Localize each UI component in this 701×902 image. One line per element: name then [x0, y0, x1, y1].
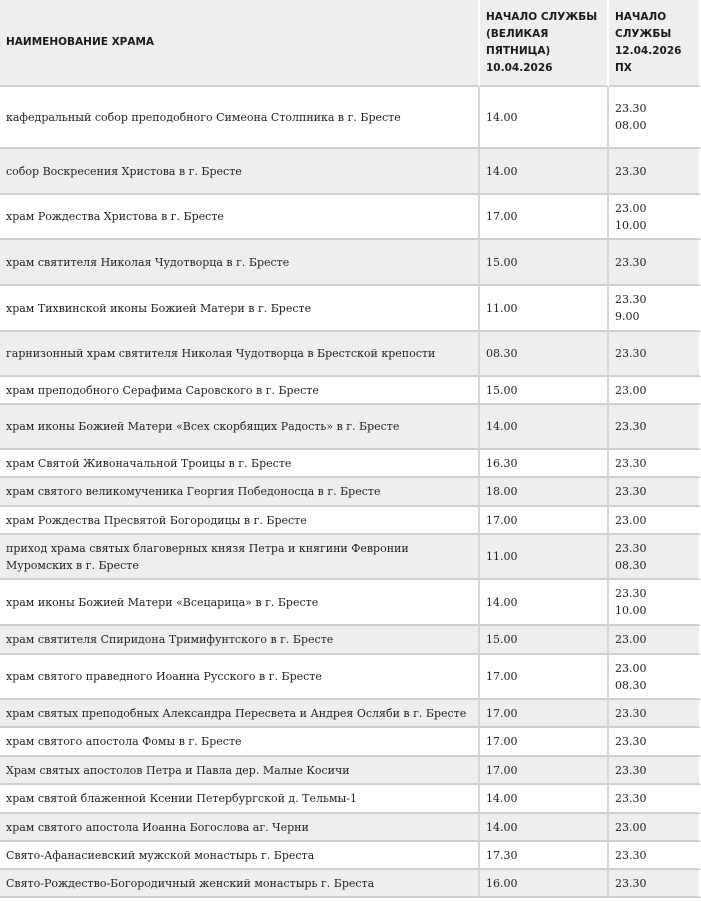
church-name-cell: храм Тихвинской иконы Божией Матери в г. Бресте — [0, 286, 480, 332]
easter-time-cell — [609, 377, 701, 405]
easter-time-cell — [609, 785, 701, 814]
table-row — [0, 700, 701, 728]
church-name-cell: храм святых преподобных Александра Пересвета и Андрея Осляби в г. Бресте — [0, 700, 480, 728]
easter-time-cell — [609, 580, 701, 626]
church-name-cell: Свято-Афанасиевский мужской монастырь г. Бреста — [0, 842, 480, 870]
table-row — [0, 507, 701, 535]
friday-time-cell: 14.00 — [480, 405, 609, 450]
easter-time-value: 23.30 — [615, 255, 647, 269]
easter-time-cell — [609, 87, 701, 149]
header-church-name: НАИМЕНОВАНИЕ ХРАМА — [0, 0, 480, 87]
table-row — [0, 478, 701, 507]
church-name-cell: приход храма святых благоверных князя Петра и княгини Февронии Муромских в г. Бресте — [0, 535, 480, 580]
friday-time-cell: 14.00 — [480, 814, 609, 842]
friday-time-cell: 14.00 — [480, 87, 609, 149]
table-row — [0, 870, 701, 898]
church-name-cell: храм иконы Божией Матери «Всецарица» в г. Бресте — [0, 580, 480, 626]
easter-time-cell — [609, 195, 701, 240]
church-name-cell: храм святителя Николая Чудотворца в г. Бресте — [0, 240, 480, 286]
easter-time-value: 23.30 — [615, 706, 647, 720]
table-row — [0, 377, 701, 405]
easter-time-cell — [609, 535, 701, 580]
easter-time-cell — [609, 149, 701, 195]
church-name-cell: храм Святой Живоначальной Троицы в г. Бресте — [0, 450, 480, 478]
easter-time-cell — [609, 842, 701, 870]
table-row — [0, 757, 701, 785]
easter-time-value: 23.30 — [615, 763, 647, 777]
table-row — [0, 535, 701, 580]
table-row — [0, 626, 701, 655]
church-name-cell: кафедральный собор преподобного Симеона Столпника в г. Бресте — [0, 87, 480, 149]
friday-time-cell: 17.00 — [480, 507, 609, 535]
friday-time-cell: 08.30 — [480, 332, 609, 377]
easter-time-value: 23.30 — [615, 792, 647, 805]
easter-time-cell — [609, 478, 701, 507]
church-name-cell: Храм святых апостолов Петра и Павла дер. Малые Косичи — [0, 757, 480, 785]
easter-time-value: 23.00 — [615, 633, 647, 646]
church-name-cell: храм святителя Спиридона Тримифунтского в г. Бресте — [0, 626, 480, 655]
church-name-cell: храм святого апостола Иоанна Богослова аг. Черни — [0, 814, 480, 842]
church-name-cell: храм святого праведного Иоанна Русского в г. Бресте — [0, 655, 480, 700]
table-row — [0, 580, 701, 626]
easter-time-value: 23.30 — [615, 587, 647, 600]
easter-time-cell — [609, 700, 701, 728]
easter-time-value: 08.00 — [615, 119, 647, 132]
church-name-cell: храм Рождества Христова в г. Бресте — [0, 195, 480, 240]
easter-time-value: 10.00 — [615, 604, 647, 617]
friday-time-cell: 15.00 — [480, 240, 609, 286]
easter-time-cell — [609, 655, 701, 700]
table-row — [0, 842, 701, 870]
friday-time-cell: 11.00 — [480, 535, 609, 580]
table-row — [0, 450, 701, 478]
church-name-cell: храм святого великомученика Георгия Победоносца в г. Бресте — [0, 478, 480, 507]
friday-time-cell: 16.00 — [480, 870, 609, 898]
church-name-cell: Свято-Рождество-Богородичный женский монастырь г. Бреста — [0, 870, 480, 898]
church-name-cell: храм святого апостола Фомы в г. Бресте — [0, 728, 480, 757]
table-row — [0, 286, 701, 332]
easter-time-value: 23.00 — [615, 513, 647, 527]
friday-time-cell: 16.30 — [480, 450, 609, 478]
easter-time-value: 08.30 — [615, 558, 647, 572]
church-name-cell: собор Воскресения Христова в г. Бресте — [0, 149, 480, 195]
easter-time-cell — [609, 757, 701, 785]
easter-time-value: 23.00 — [615, 383, 647, 397]
table-row — [0, 240, 701, 286]
easter-time-cell — [609, 405, 701, 450]
header-row — [0, 0, 701, 87]
easter-time-cell — [609, 450, 701, 478]
header-easter-service: НАЧАЛО СЛУЖБЫ 12.04.2026 ПХ — [609, 0, 701, 87]
table-row — [0, 87, 701, 149]
easter-time-cell — [609, 870, 701, 898]
easter-time-value: 23.00 — [615, 201, 647, 215]
easter-time-value: 23.30 — [615, 164, 647, 178]
table-row — [0, 405, 701, 450]
table-row — [0, 728, 701, 757]
church-name-cell: гарнизонный храм святителя Николая Чудотворца в Брестской крепости — [0, 332, 480, 377]
table-row — [0, 332, 701, 377]
easter-time-value: 23.30 — [615, 347, 647, 360]
easter-time-cell — [609, 728, 701, 757]
easter-time-cell — [609, 814, 701, 842]
friday-time-cell: 18.00 — [480, 478, 609, 507]
church-name-cell: храм Рождества Пресвятой Богородицы в г. Бресте — [0, 507, 480, 535]
friday-time-cell: 11.00 — [480, 286, 609, 332]
friday-time-cell: 17.00 — [480, 195, 609, 240]
friday-time-cell: 14.00 — [480, 580, 609, 626]
easter-time-value: 23.00 — [615, 661, 647, 675]
friday-time-cell: 17.00 — [480, 655, 609, 700]
header-friday-service: НАЧАЛО СЛУЖБЫ (ВЕЛИКАЯ ПЯТНИЦА) 10.04.2026 — [480, 0, 609, 87]
easter-time-cell — [609, 626, 701, 655]
easter-time-cell — [609, 286, 701, 332]
easter-time-value: 9.00 — [615, 310, 640, 323]
friday-time-cell: 14.00 — [480, 149, 609, 195]
friday-time-cell: 17.00 — [480, 757, 609, 785]
friday-time-cell: 14.00 — [480, 785, 609, 814]
table-row — [0, 655, 701, 700]
friday-time-cell: 17.30 — [480, 842, 609, 870]
friday-time-cell: 15.00 — [480, 377, 609, 405]
easter-time-value: 23.30 — [615, 876, 647, 890]
easter-time-value: 08.30 — [615, 678, 647, 692]
easter-time-value: 23.30 — [615, 456, 647, 470]
easter-time-value: 23.00 — [615, 820, 647, 834]
easter-time-value: 23.30 — [615, 848, 647, 862]
easter-time-value: 23.30 — [615, 102, 647, 115]
easter-time-value: 23.30 — [615, 735, 647, 748]
friday-time-cell: 17.00 — [480, 728, 609, 757]
table-row — [0, 195, 701, 240]
friday-time-cell: 15.00 — [480, 626, 609, 655]
easter-time-value: 23.30 — [615, 420, 647, 433]
easter-time-value: 10.00 — [615, 218, 647, 232]
church-name-cell: храм святой блаженной Ксении Петербургской д. Тельмы-1 — [0, 785, 480, 814]
table-row — [0, 785, 701, 814]
easter-time-cell — [609, 240, 701, 286]
church-name-cell: храм преподобного Серафима Саровского в г. Бресте — [0, 377, 480, 405]
easter-time-value: 23.30 — [615, 541, 647, 555]
easter-time-value: 23.30 — [615, 485, 647, 498]
table-row — [0, 814, 701, 842]
church-name-cell: храм иконы Божией Матери «Всех скорбящих Радость» в г. Бресте — [0, 405, 480, 450]
friday-time-cell: 17.00 — [480, 700, 609, 728]
easter-time-cell — [609, 507, 701, 535]
table-row — [0, 149, 701, 195]
easter-time-value: 23.30 — [615, 293, 647, 306]
easter-time-cell — [609, 332, 701, 377]
